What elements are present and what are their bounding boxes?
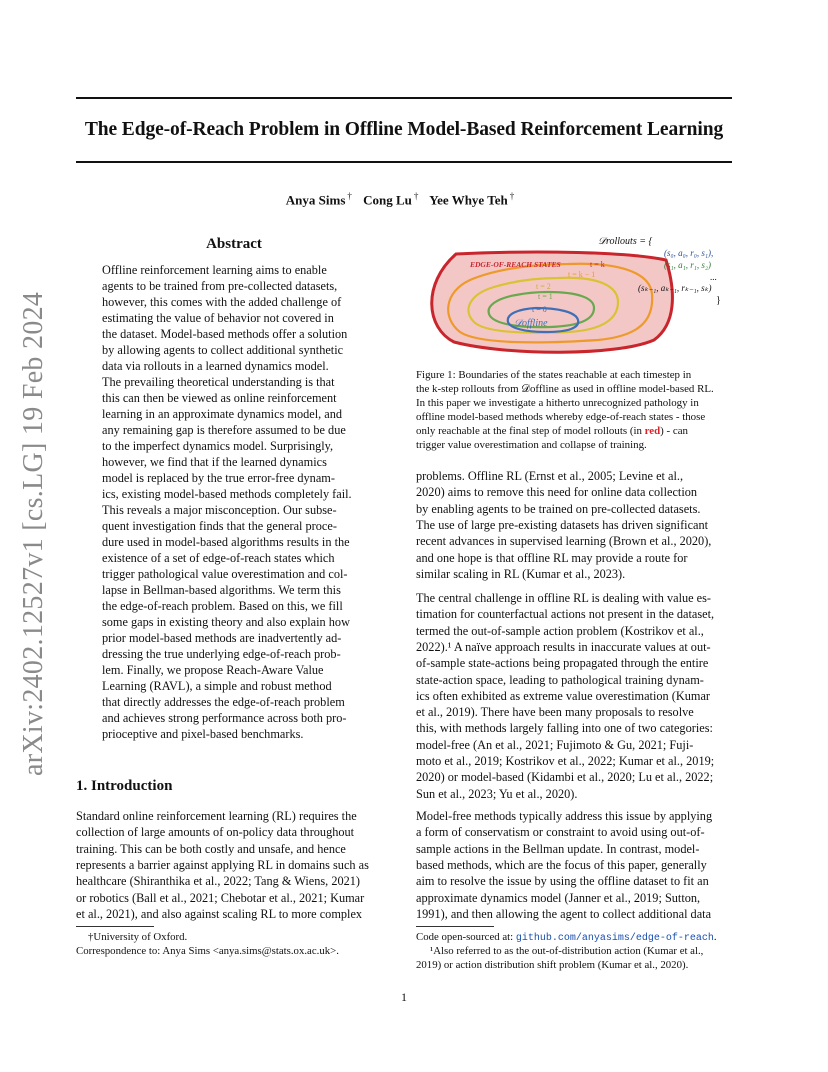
footnote-rule-right (416, 926, 494, 927)
abstract-line: however, this comes with the added challenge of (102, 295, 342, 309)
text-line: 1991), and then allowing the agent to collect additional data (416, 906, 712, 921)
footnote-rule-left (76, 926, 154, 927)
caption-line: In this paper we investigate a hitherto unrecognized pathology in (416, 397, 699, 409)
abstract-line: learning in an approximate dynamics model, and (102, 407, 343, 421)
abstract-line: by allowing agents to collect additional synthetic (102, 343, 344, 357)
text-line: Standard online reinforcement learning (RL) requires the (76, 809, 357, 823)
text-line: termed the out-of-sample action problem (Kostrikov et al., (416, 623, 704, 638)
abstract-line: some gaps in existing theory and also explain how (102, 615, 350, 629)
abstract-line: This reveals a major misconception. Our subse- (102, 503, 337, 517)
text-line: represents a barrier against applying RL in domains such as (76, 857, 369, 872)
title-bottom-rule (76, 161, 732, 163)
abstract-line: the dataset. Model-based methods offer a solution (102, 327, 348, 341)
abstract-line: any remaining gap is therefore assumed to be due (102, 423, 346, 437)
page-number: 1 (401, 990, 407, 1004)
abstract-line: ics, existing model-based methods completely fail. (102, 487, 352, 501)
caption-red-word: red (644, 425, 661, 437)
abstract-line: this can then be viewed as online reinforcement (102, 391, 337, 405)
text-line: state-action space, leading to pathological training dynam- (416, 672, 704, 687)
text-line: a form of conservatism or constraint to avoid using out-of- (416, 825, 705, 840)
close-brace: } (716, 295, 721, 306)
text-line: 2020) aims to remove this need for online data collection (416, 485, 698, 500)
t-k-1-label: t = k − 1 (568, 270, 596, 279)
caption-line: trigger value overestimation and collapse of training. (416, 439, 647, 451)
text-line: 2022).¹ A naïve approach results in inaccurate values at out- (416, 639, 711, 654)
caption-line: only reachable at the final step of model rollouts (in red) - can (416, 425, 688, 437)
text-line: et al., 2019). There have been many proposals to resolve (416, 705, 694, 720)
abstract-line: lem. Finally, we propose Reach-Aware Value (102, 663, 324, 677)
text-line: similar scaling in RL (Kumar et al., 2023). (416, 566, 626, 581)
text-line: et al., 2021), and also against scaling RL to more complex (76, 906, 363, 921)
abstract-line: to the imperfect dynamics model. Surprisingly, (102, 439, 334, 453)
abstract-line: quent investigation finds that the general proce- (102, 519, 337, 533)
abstract-line: that directly addresses the edge-of-reach problem (102, 695, 345, 709)
text-line: problems. Offline RL (Ernst et al., 2005; Levine et al., (416, 469, 684, 483)
text-line: moto et al., 2019; Kostrikov et al., 2022; Kumar et al., 2019; (416, 754, 715, 768)
text-line: Sun et al., 2023; Yu et al., 2020). (416, 786, 578, 801)
abstract-line: estimating the value of behavior not covered in (102, 311, 334, 325)
abstract-line: dure used in model-based algorithms results in the (102, 535, 350, 549)
t-k-label: t = k (590, 260, 605, 269)
abstract-line: however, we find that if the learned dynamics (102, 455, 327, 469)
abstract-line: prior model-based methods are inadvertently ad- (102, 631, 342, 645)
text-line: and one hope is that offline RL may provide a route for (416, 550, 688, 565)
abstract-line: the edge-of-reach problem. Based on this, we fill (102, 599, 343, 613)
text-line: 2020) or model-based (Kidambi et al., 2020; Lu et al., 2022; (416, 770, 714, 785)
abstract-line: existence of a set of edge-of-reach states which (102, 551, 335, 565)
abstract-line: model is replaced by the true error-free dynam- (102, 471, 335, 485)
text-line: healthcare (Shiranthika et al., 2022; Tang & Wiens, 2021) (76, 874, 361, 889)
abstract-line: agents to be trained from pre-collected datasets, (102, 279, 338, 293)
footnote-affiliation: †University of Oxford. (88, 931, 188, 943)
text-line: or robotics (Ball et al., 2021; Chebotar et al., 2021; Kumar (76, 890, 365, 905)
rollout-tuple-k: (sₖ₋₁, aₖ₋₁, rₖ₋₁, sₖ) (638, 283, 712, 293)
section-heading-introduction: 1. Introduction (76, 778, 173, 794)
caption-line: offline model-based methods whereby edge-of-reach states - those (416, 411, 706, 423)
rollout-tuple-2: (s₁, a₁, r₁, s₂) (664, 260, 712, 270)
text-line: model-free (An et al., 2021; Fujimoto & Gu, 2021; Fuji- (416, 737, 694, 752)
t-2-label: t = 2 (536, 282, 551, 291)
abstract-line: Learning (RAVL), a simple and robust method (102, 679, 332, 693)
affiliation-mark: † (509, 191, 515, 201)
arxiv-watermark: arXiv:2402.12527v1 [cs.LG] 19 Feb 2024 (18, 291, 49, 776)
affiliation-mark: † (413, 191, 419, 201)
text-line: timation for counterfactual actions not present in the dataset, (416, 607, 715, 622)
text-line: sample actions in the Bellman update. In contrast, model- (416, 841, 700, 856)
paper-title: The Edge-of-Reach Problem in Offline Model-Based Reinforcement Learning (84, 119, 724, 140)
footnote-correspondence: Correspondence to: Anya Sims <anya.sims@stats.ox.ac.uk>. (76, 945, 339, 957)
author-list (76, 191, 732, 208)
rollout-tuple-1: (s₀, a₀, r₀, s₁), (664, 248, 714, 258)
text-line: collection of large amounts of on-policy data throughout (76, 825, 355, 840)
text-line: The central challenge in offline RL is dealing with value es- (416, 591, 712, 605)
text-line: of-sample state-actions being propagated through the entire (416, 656, 709, 671)
text-line: this, with methods largely falling into one of two categories: (416, 721, 713, 736)
abstract-heading: Abstract (206, 236, 262, 252)
text-line: approximate dynamics model (Janner et al., 2019; Sutton, (416, 890, 701, 905)
text-line: recent advances in supervised learning (Brown et al., 2020), (416, 534, 712, 549)
text-line: based methods, which are the focus of this paper, generally (416, 857, 707, 872)
text-line: Model-free methods typically address this issue by applying (416, 809, 713, 823)
edge-of-reach-label: EDGE-OF-REACH STATES (470, 260, 561, 269)
abstract-line: trigger pathological value overestimation and col- (102, 567, 348, 581)
abstract-line: data via rollouts in a learned dynamics model. (102, 359, 329, 373)
abstract-line: and achieves strong performance across both pro- (102, 711, 347, 725)
code-url-link[interactable]: github.com/anyasims/edge-of-reach (515, 933, 714, 944)
text-line: aim to resolve the issue by using the offline dataset to fit an (416, 874, 709, 889)
abstract-line: Offline reinforcement learning aims to enable (102, 263, 327, 277)
footnote-code-prefix: Code open-sourced at: (416, 931, 516, 943)
author-name: Anya Sims (285, 192, 346, 208)
t-0-label: t = 0 (532, 305, 547, 314)
caption-line: the k-step rollouts from 𝒟offline as used in offline model-based RL. (416, 383, 714, 395)
footnote-code-suffix: . (713, 931, 717, 943)
abstract-line: prioceptive and pixel-based benchmarks. (102, 727, 304, 741)
footnote-1-line-2: 2019) or action distribution shift problem (Kumar et al., 2020). (416, 959, 689, 971)
text-line: The use of large pre-existing datasets has driven significant (416, 517, 709, 532)
abstract-line: dressing the true underlying edge-of-reach prob- (102, 647, 341, 661)
text-line: ics often exhibited as extreme value overestimation (Kumar (416, 688, 710, 703)
text-line: training. This can be both costly and unsafe, and hence (76, 841, 346, 856)
d-offline-label: 𝒟offline (514, 318, 548, 329)
author-name: Yee Whye Teh (429, 192, 508, 208)
footnote-1-line-1: ¹Also referred to as the out-of-distribution action (Kumar et al., (430, 945, 704, 957)
rollout-ellipsis: ... (710, 272, 717, 282)
d-rollouts-label: 𝒟rollouts = { (598, 236, 653, 247)
caption-line: Figure 1: Boundaries of the states reachable at each timestep in (416, 369, 692, 381)
author-name: Cong Lu (363, 192, 412, 208)
t-1-label: t = 1 (538, 292, 553, 301)
abstract-line: The prevailing theoretical understanding is that (102, 375, 335, 389)
affiliation-mark: † (347, 191, 352, 201)
top-rule (76, 97, 732, 99)
text-line: by enabling agents to be trained on pre-collected datasets. (416, 501, 701, 516)
abstract-line: lapse in Bellman-based algorithms. We term this (102, 583, 341, 597)
figure-1-diagram (418, 232, 734, 362)
